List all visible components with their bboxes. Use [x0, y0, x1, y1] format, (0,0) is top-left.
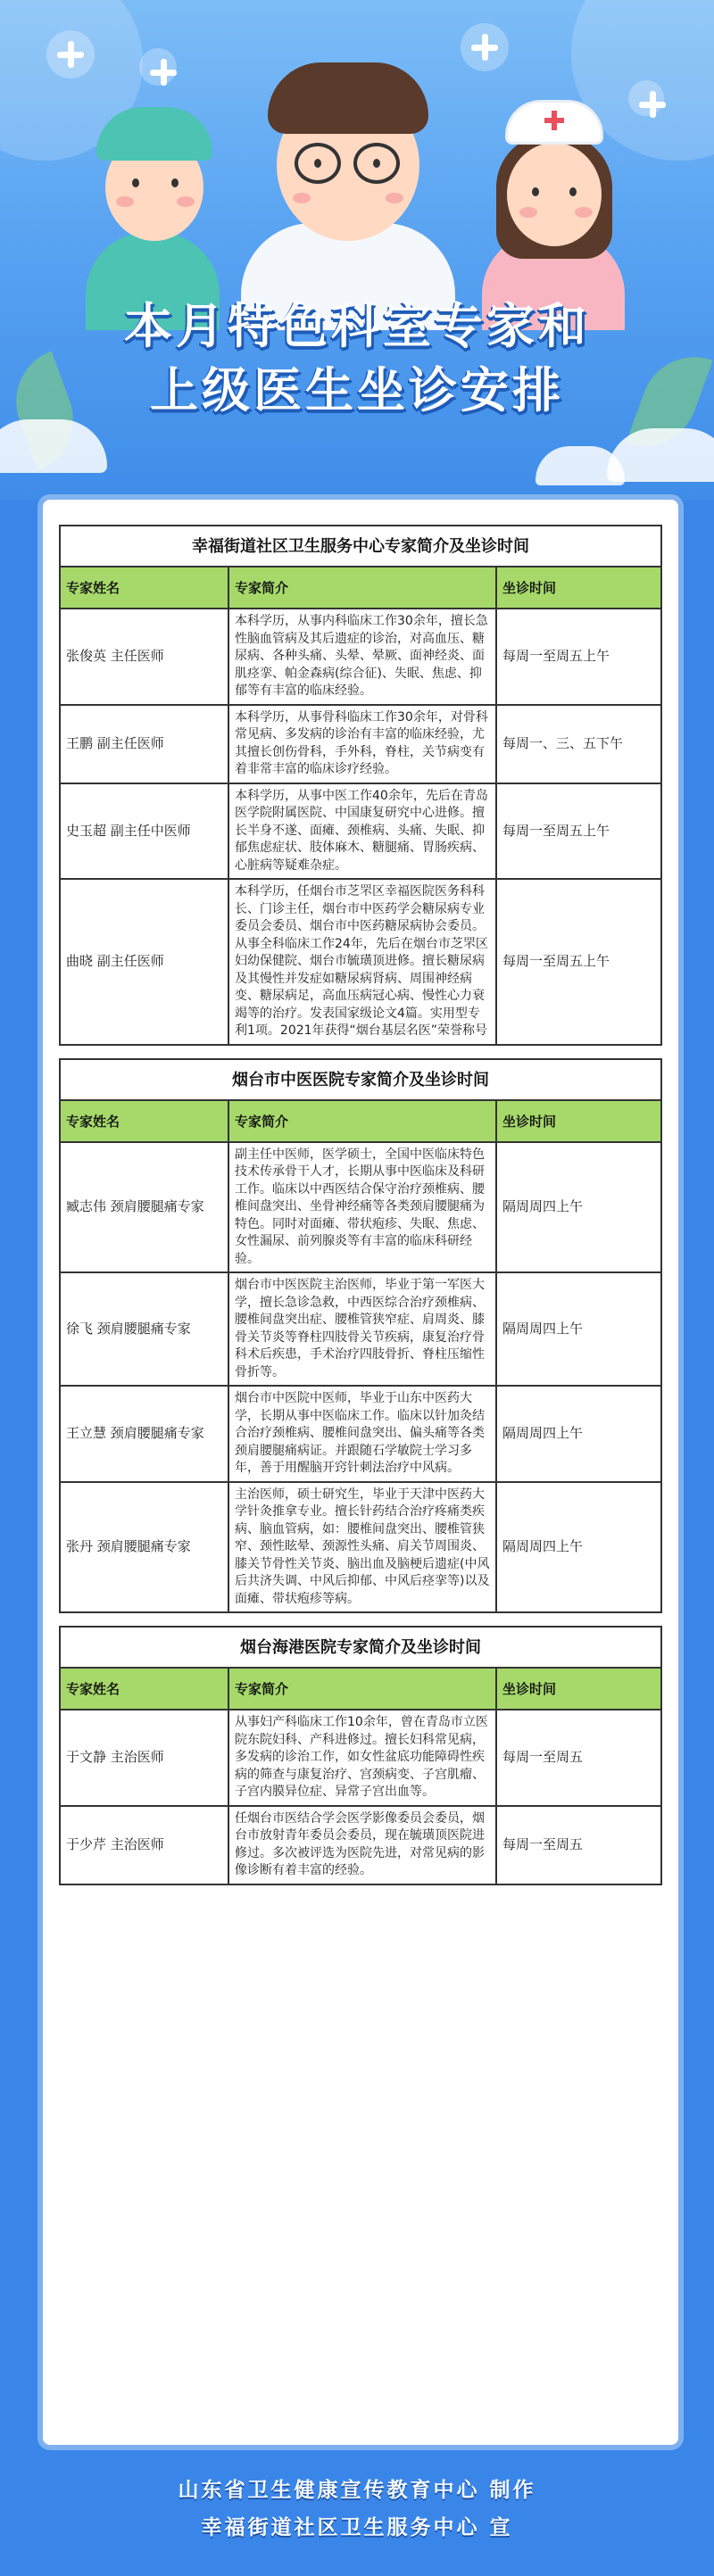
clinic-time: 隔周周四上午	[496, 1482, 660, 1613]
table-row	[61, 1272, 660, 1386]
header-name: 专家姓名	[61, 567, 228, 609]
clinic-time: 每周一至周五上午	[496, 879, 660, 1045]
header-time: 坐诊时间	[496, 1669, 660, 1710]
section-gap	[59, 1613, 662, 1626]
clinic-time: 隔周周四上午	[496, 1142, 660, 1273]
table-row	[61, 705, 660, 783]
header-intro: 专家简介	[228, 1101, 496, 1142]
clinic-time: 每周一至周五上午	[496, 609, 660, 705]
clinic-time: 隔周周四上午	[496, 1386, 660, 1482]
title-line-1: 本月特色科室专家和	[124, 298, 590, 354]
expert-name: 史玉超 副主任中医师	[61, 783, 228, 880]
expert-name: 于文静 主治医师	[61, 1710, 228, 1806]
header-time: 坐诊时间	[496, 1101, 660, 1142]
table-header-row	[61, 1101, 660, 1142]
table-row	[61, 783, 660, 880]
plus-icon	[46, 30, 95, 79]
table-row	[61, 1482, 660, 1613]
expert-intro: 从事妇产科临床工作10余年，曾在青岛市立医院东院妇科、产科进修过。擅长妇科常见病，多发病的诊治工作，如女性盆底功能障碍性疾病的筛查与康复治疗、宫颈病变、子宫肌瘤、子宫内膜异位症、异常子宫出血等。	[228, 1710, 496, 1806]
expert-intro: 本科学历，任烟台市芝罘区幸福医院医务科科长、门诊主任，烟台市中医药学会糖尿病专业委员会委员、烟台市中医药糖尿病协会委员。从事全科临床工作24年，先后在烟台市芝罘区妇幼保健院、烟台市毓璜顶进修。擅长糖尿病及其慢性并发症如糖尿病肾病、周围神经病变、糖尿病足，高血压病冠心病、慢性心力衰竭等的治疗。发表国家级论文4篇。实用型专利1项。2021年获得“烟台基层名医”荣誉称号	[228, 879, 496, 1045]
footer	[0, 2472, 714, 2547]
expert-table	[61, 1101, 660, 1614]
expert-intro: 本科学历，从事中医工作40余年，先后在青岛医学院附属医院、中国康复研究中心进修。擅长半身不遂、面瘫、颈椎病、头痛、失眠、抑郁焦虑症状、肢体麻木、糖腿痛、胃肠疾病、心脏病等疑难杂症。	[228, 783, 496, 880]
expert-intro: 副主任中医师，医学硕士，全国中医临床特色技术传承骨干人才，长期从事中医临床及科研工作。临床以中西医结合保守治疗颈椎病、腰椎间盘突出、坐骨神经痛等各类颈肩腰腿痛为特色。同时对面瘫、带状疱疹、失眠、焦虑、女性漏尿、前列腺炎等有丰富的临床科研经验。	[228, 1142, 496, 1273]
expert-intro: 烟台市中医医院主治医师，毕业于第一军医大学，擅长急诊急救，中西医综合治疗颈椎病、腰椎间盘突出症、腰椎管狭窄症、肩周炎、膝骨关节炎等脊柱四肢骨关节疾病，康复治疗骨科术后疾患，手术治疗四肢骨折、脊柱压缩性骨折等。	[228, 1272, 496, 1386]
section-title: 幸福街道社区卫生服务中心专家简介及坐诊时间	[61, 526, 660, 567]
header-name: 专家姓名	[61, 1101, 228, 1142]
expert-intro: 本科学历，从事内科临床工作30余年，擅长急性脑血管病及其后遗症的诊治，对高血压、糖尿病、各种头痛、头晕、晕厥、面神经炎、面肌痉挛、帕金森病(综合征)、失眠、焦虑、抑郁等有丰富的临床经验。	[228, 609, 496, 705]
clinic-time: 每周一至周五	[496, 1710, 660, 1806]
plus-icon	[461, 23, 509, 71]
plus-icon	[628, 80, 664, 116]
header-time: 坐诊时间	[496, 567, 660, 609]
clinic-time: 每周一、三、五下午	[496, 705, 660, 783]
expert-name: 曲晓 副主任医师	[61, 879, 228, 1045]
lily-decoration	[536, 446, 625, 485]
table-row	[61, 1806, 660, 1884]
expert-name: 于少芹 主治医师	[61, 1806, 228, 1884]
expert-name: 徐飞 颈肩腰腿痛专家	[61, 1272, 228, 1386]
section-yantai-tcm	[59, 1058, 662, 1614]
section-haigang	[59, 1626, 662, 1885]
page-title	[0, 294, 714, 423]
expert-intro: 主治医师，硕士研究生，毕业于天津中医药大学针灸推拿专业。擅长针药结合治疗疼痛类疾病、脑血管病，如：腰椎间盘突出、腰椎管狭窄、颈性眩晕、颈源性头痛、肩关节周围炎、膝关节骨性关节炎、脑出血及脑梗后遗症(中风后共济失调、中风后抑郁、中风后痉挛等)以及面瘫、带状疱疹等病。	[228, 1482, 496, 1613]
plus-icon	[139, 48, 177, 86]
section-title: 烟台海港医院专家简介及坐诊时间	[61, 1628, 660, 1669]
lily-decoration	[0, 419, 107, 473]
tables-container	[59, 525, 662, 1885]
expert-intro: 烟台市中医院中医师，毕业于山东中医药大学，长期从事中医临床工作。临床以针加灸结合治疗颈椎病、腰椎间盘突出、偏头痛等各类颈肩腰腿痛病证。并跟随石学敏院士学习多年，善于用醒脑开窍针刺法治疗中风病。	[228, 1386, 496, 1482]
header-banner	[0, 0, 714, 500]
table-row	[61, 1142, 660, 1273]
clinic-time: 每周一至周五上午	[496, 783, 660, 880]
title-line-2: 上级医生坐诊安排	[150, 362, 564, 418]
expert-name: 张丹 颈肩腰腿痛专家	[61, 1482, 228, 1613]
footer-publisher: 幸福街道社区卫生服务中心 宣	[201, 2516, 513, 2539]
expert-name: 王立慧 颈肩腰腿痛专家	[61, 1386, 228, 1482]
clinic-time: 每周一至周五	[496, 1806, 660, 1884]
table-row	[61, 1710, 660, 1806]
expert-name: 王鹏 副主任医师	[61, 705, 228, 783]
section-xingfu	[59, 525, 662, 1046]
header-intro: 专家简介	[228, 567, 496, 609]
expert-name: 臧志伟 颈肩腰腿痛专家	[61, 1142, 228, 1273]
content-card	[43, 500, 678, 2445]
expert-name: 张俊英 主任医师	[61, 609, 228, 705]
table-row	[61, 609, 660, 705]
expert-table	[61, 1669, 660, 1885]
clinic-time: 隔周周四上午	[496, 1272, 660, 1386]
section-gap	[59, 1046, 662, 1058]
expert-intro: 本科学历，从事骨科临床工作30余年，对骨科常见病、多发病的诊治有丰富的临床经验，尤其擅长创伤骨科，手外科，脊柱，关节病变有着非常丰富的临床诊疗经验。	[228, 705, 496, 783]
table-row	[61, 1386, 660, 1482]
expert-table	[61, 567, 660, 1046]
table-header-row	[61, 567, 660, 609]
table-row	[61, 879, 660, 1045]
footer-producer: 山东省卫生健康宣传教育中心 制作	[178, 2479, 536, 2502]
section-title: 烟台市中医医院专家简介及坐诊时间	[61, 1060, 660, 1101]
table-header-row	[61, 1669, 660, 1710]
expert-intro: 任烟台市医结合学会医学影像委员会委员，烟台市放射青年委员会委员，现在毓璜顶医院进修过。多次被评选为医院先进，对常见病的影像诊断有着丰富的经验。	[228, 1806, 496, 1884]
header-intro: 专家简介	[228, 1669, 496, 1710]
header-name: 专家姓名	[61, 1669, 228, 1710]
